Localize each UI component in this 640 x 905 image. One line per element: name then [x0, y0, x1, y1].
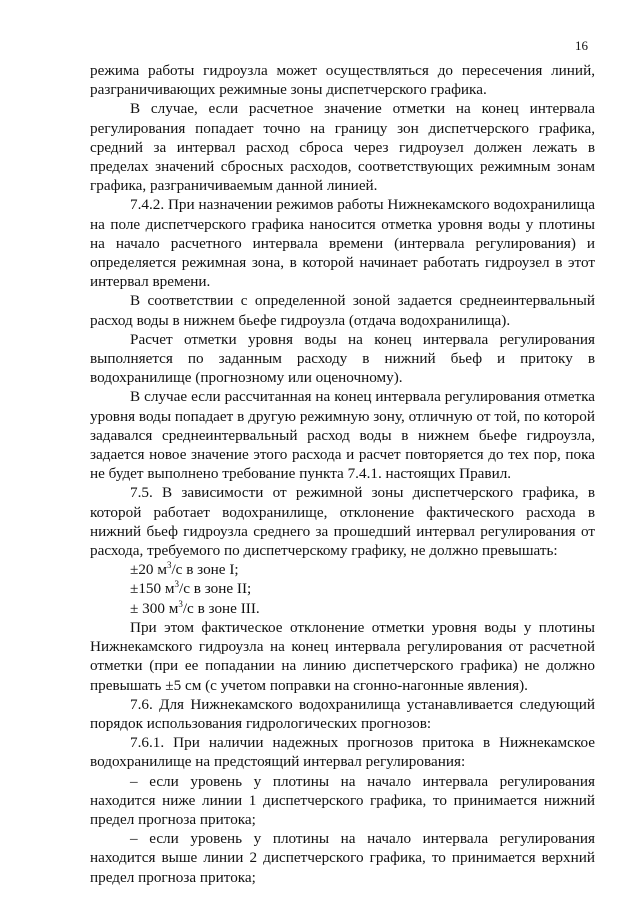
limit-exponent: 3: [174, 579, 180, 590]
paragraph: В случае, если расчетное значение отметки на конец интервала регулирования попадает точно на границу зон диспетчерского графика, средний за интервал расход сброса через гидроузел должен лежать в пределах значений сбросных расходов, соответствующих режимным зонам графика, разграничиваемым данной линией.: [90, 100, 595, 195]
paragraph: режима работы гидроузла может осуществляться до пересечения линий, разграничивающих режимные зоны диспетчерского графика.: [90, 62, 595, 99]
list-item: – если уровень у плотины на начало интервала регулирования находится ниже линии 1 диспетчерского графика, то принимается нижний предел прогноза притока;: [90, 772, 595, 828]
paragraph: 7.6. Для Нижнекамского водохранилища устанавливается следующий порядок использования гидрологических прогнозов:: [90, 695, 595, 732]
limit-exponent: 3: [178, 598, 183, 609]
limit-zone-1: [90, 560, 595, 579]
paragraph: 7.4.2. При назначении режимов работы Нижнекамского водохранилища на поле диспетчерского графика наносится отметка уровня воды у плотины на начало расчетного интервала времени (интервала регулирования) и определяется режимная зона, в которой начинает работать гидроузел в этот интервал времени.: [90, 196, 595, 291]
paragraph: Расчет отметки уровня воды на конец интервала регулирования выполняется по заданным расходу в нижний бьеф и притоку в водохранилище (прогнозному или оценочному).: [90, 330, 595, 387]
limit-zone-text: /с в зоне III.: [182, 599, 260, 617]
limit-value: ± 300 м: [130, 599, 179, 617]
paragraph: В случае если рассчитанная на конец интервала регулирования отметка уровня воды попадает в другую режимную зону, отличную от той, по которой задавался среднеинтервальный расход воды в нижнем бьефе гидроузла, задается новое значение этого расхода и расчет повторяется до тех пор, пока не будет выполнено требование пункта 7.4.1. настоящих Правил.: [90, 388, 595, 483]
limit-zone-2: [90, 579, 595, 598]
limit-zone-text: /с в зоне II;: [179, 580, 252, 598]
limit-exponent: 3: [166, 560, 172, 571]
list-item: – если уровень у плотины на начало интервала регулирования находится выше линии 2 диспетчерского графика, то принимается верхний предел прогноза притока;: [90, 830, 595, 886]
limit-zone-3: [90, 599, 595, 618]
page-number: 16: [575, 38, 588, 53]
paragraph: В соответствии с определенной зоной задается среднеинтервальный расход воды в нижнем бьефе гидроузла (отдача водохранилища).: [90, 292, 595, 329]
paragraph: 7.6.1. При наличии надежных прогнозов притока в Нижнекамское водохранилище на предстоящий интервал регулирования:: [90, 734, 595, 771]
paragraph: При этом фактическое отклонение отметки уровня воды у плотины Нижнекамского гидроузла на конец интервала регулирования от расчетной отметки (при ее попадании на линию диспетчерского графика) не должно превышать ±5 см (с учетом поправки на сгонно-нагонные явления).: [90, 618, 595, 694]
document-body: [90, 61, 595, 887]
limit-value: ±150 м: [130, 580, 175, 598]
limit-zone-text: /с в зоне I;: [171, 561, 239, 579]
paragraph: 7.5. В зависимости от режимной зоны диспетчерского графика, в которой работает водохранилище, отклонение фактического расхода в нижний бьеф гидроузла среднего за прошедший интервал регулирования от расхода, требуемого по диспетчерскому графику, не должно превышать:: [90, 484, 595, 560]
limit-value: ±20 м: [130, 561, 167, 579]
